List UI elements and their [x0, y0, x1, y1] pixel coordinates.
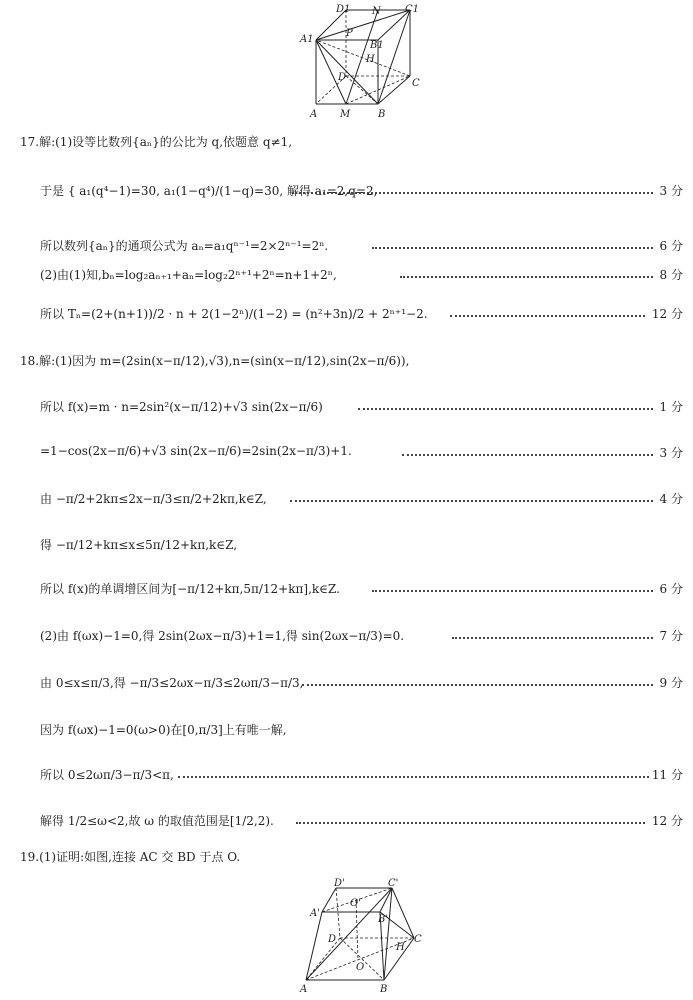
- line-text: 所以 f(x)=m · n=2sin²(x−π/12)+√3 sin(2x−π/6): [40, 400, 323, 414]
- dot-leader: [400, 276, 653, 278]
- label-C-prime: C': [388, 878, 399, 889]
- dot-leader: [290, 500, 653, 502]
- score-label: 11 分: [651, 768, 683, 782]
- line-text: 解得 1/2≤ω<2,故 ω 的取值范围是[1/2,2).: [40, 814, 274, 828]
- dot-leader: [292, 192, 653, 194]
- line-text: 所以 f(x)的单调增区间为[−π/12+kπ,5π/12+kπ],k∈Z.: [40, 582, 340, 596]
- line-text: =1−cos(2x−π/6)+√3 sin(2x−π/6)=2sin(2x−π/3)+1.: [40, 444, 352, 458]
- label-C: C: [412, 78, 420, 89]
- dot-leader: [450, 315, 645, 317]
- line-text: 所以数列{aₙ}的通项公式为 aₙ=a₁qⁿ⁻¹=2×2ⁿ⁻¹=2ⁿ.: [40, 239, 329, 253]
- label-A: A: [300, 984, 308, 995]
- line-text: 19.(1)证明:如图,连接 AC 交 BD 于点 O.: [20, 850, 241, 864]
- line-text: 17.解:(1)设等比数列{aₙ}的公比为 q,依题意 q≠1,: [20, 135, 293, 149]
- line-text: 18.解:(1)因为 m=(2sin(x−π/12),√3),n=(sin(x−π/12),sin(2x−π/6)),: [20, 354, 410, 368]
- label-C: C: [414, 934, 422, 945]
- line-text: 因为 f(ωx)−1=0(ω>0)在[0,π/3]上有唯一解,: [40, 723, 287, 737]
- label-B1: B1: [370, 40, 384, 51]
- line-text: 由 −π/2+2kπ≤2x−π/3≤π/2+2kπ,k∈Z,: [40, 492, 267, 506]
- bottom-figure-prism: [296, 876, 426, 996]
- dot-leader: [452, 637, 653, 639]
- score-label: 6 分: [659, 239, 683, 253]
- dot-leader: [372, 247, 653, 249]
- score-label: 3 分: [659, 184, 683, 198]
- dot-leader: [296, 822, 645, 824]
- dot-leader: [178, 776, 649, 778]
- dot-leader: [358, 408, 653, 410]
- line-text: 得 −π/12+kπ≤x≤5π/12+kπ,k∈Z,: [40, 538, 238, 552]
- label-D-prime: D': [334, 878, 345, 889]
- label-P: P: [346, 28, 353, 39]
- score-label: 1 分: [659, 400, 683, 414]
- score-label: 7 分: [659, 629, 683, 643]
- line-text: (2)由 f(ωx)−1=0,得 2sin(2ωx−π/3)+1=1,得 sin(2ωx−π/3)=0.: [40, 629, 405, 643]
- score-label: 6 分: [659, 582, 683, 596]
- dot-leader: [372, 590, 653, 592]
- label-O: O: [356, 962, 365, 973]
- dot-leader: [302, 684, 653, 686]
- line-text: 于是 { a₁(q⁴−1)=30, a₁(1−q⁴)/(1−q)=30, 解得 a₁=2,q=2,: [40, 184, 378, 198]
- label-B: B: [378, 109, 386, 120]
- label-N: N: [372, 6, 381, 17]
- label-O-prime: O': [350, 898, 361, 909]
- label-D: D: [328, 934, 337, 945]
- line-text: 所以 0≤2ωπ/3−π/3<π,: [40, 768, 174, 782]
- score-label: 8 分: [659, 268, 683, 282]
- line-text: (2)由(1)知,bₙ=log₂aₙ₊₁+aₙ=log₂2ⁿ⁺¹+2ⁿ=n+1+2ⁿ,: [40, 268, 337, 282]
- label-A: A: [310, 109, 318, 120]
- dot-leader: [402, 454, 653, 456]
- label-A1: A1: [300, 34, 314, 45]
- top-figure-cube: [298, 2, 428, 122]
- score-label: 12 分: [651, 814, 683, 828]
- score-label: 9 分: [659, 676, 683, 690]
- label-H: H: [396, 942, 405, 953]
- line-text: 由 0≤x≤π/3,得 −π/3≤2ωx−π/3≤2ωπ/3−π/3,: [40, 676, 304, 690]
- label-B-prime: B': [378, 914, 389, 925]
- score-label: 4 分: [659, 492, 683, 506]
- score-label: 12 分: [651, 307, 683, 321]
- label-D1: D1: [336, 4, 351, 15]
- label-A-prime: A': [310, 908, 320, 919]
- score-label: 3 分: [659, 446, 683, 460]
- label-B: B: [380, 984, 388, 995]
- label-M: M: [340, 109, 351, 120]
- label-D: D: [338, 72, 347, 83]
- label-C1: C1: [405, 4, 420, 15]
- line-text: 所以 Tₙ=(2+(n+1))/2 · n + 2(1−2ⁿ)/(1−2) = (n²+3n)/2 + 2ⁿ⁺¹−2.: [40, 307, 428, 321]
- label-H: H: [366, 54, 375, 65]
